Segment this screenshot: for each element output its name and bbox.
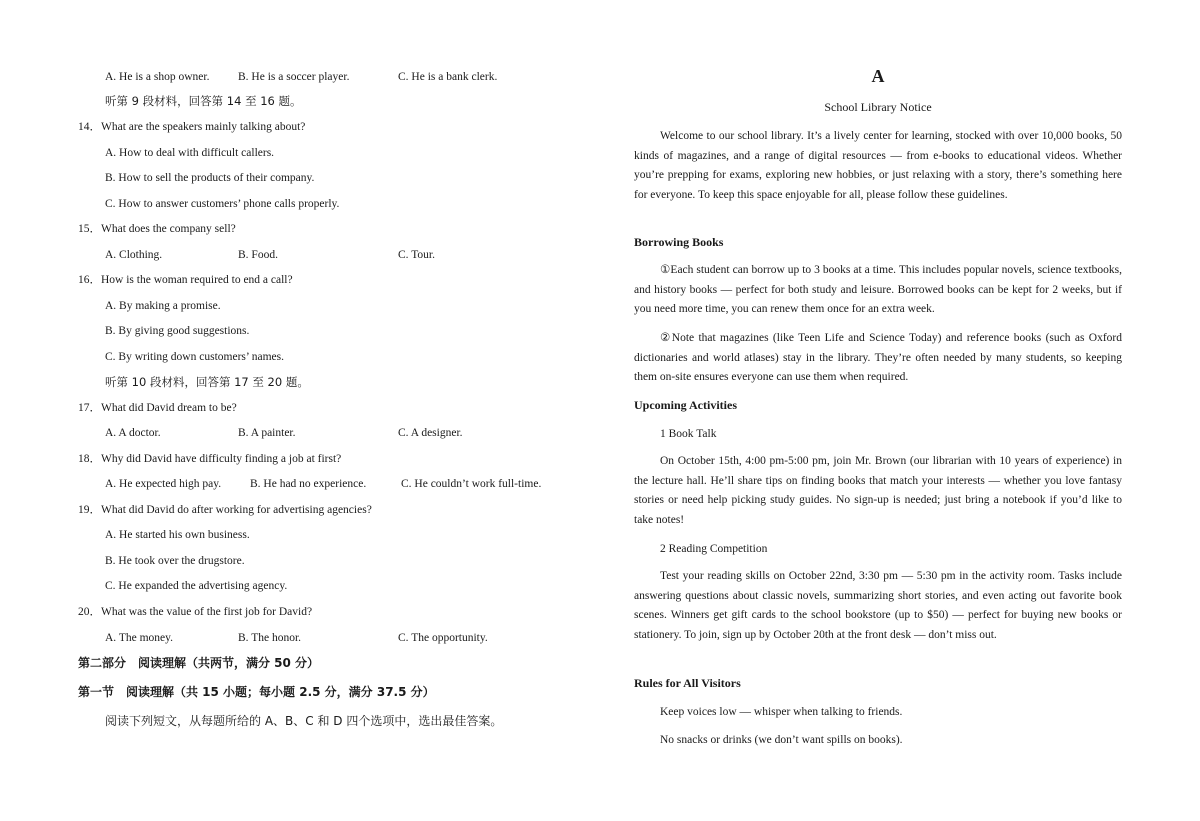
option-c: C. He couldn’t work full-time.: [401, 478, 542, 490]
option-b: B. He had no experience.: [250, 478, 367, 490]
activity-1-title: 1 Book Talk: [660, 428, 717, 440]
activity-2-title: 2 Reading Competition: [660, 543, 768, 555]
activities-heading: Upcoming Activities: [634, 398, 737, 412]
rule-2: No snacks or drinks (we don’t want spills on books).: [660, 734, 903, 746]
option-c: C. Tour.: [398, 249, 436, 261]
question-15: 15．What does the company sell?: [78, 223, 236, 235]
option-a: A. He is a shop owner.: [105, 71, 210, 83]
option-b: B. The honor.: [238, 632, 302, 644]
q14-option-c: C. How to answer customers’ phone calls properly.: [105, 198, 340, 210]
option-c: C. He is a bank clerk.: [398, 71, 498, 83]
question-16: 16．How is the woman required to end a call?: [78, 274, 293, 286]
question-14: 14．What are the speakers mainly talking about?: [78, 121, 306, 133]
passage-title: School Library Notice: [824, 100, 932, 114]
reading-instruction: 阅读下列短文，从每题所给的 A、B、C 和 D 四个选项中，选出最佳答案。: [105, 714, 503, 728]
option-a: A. He expected high pay.: [105, 478, 222, 490]
q16-option-c: C. By writing down customers’ names.: [105, 351, 284, 363]
q16-option-a: A. By making a promise.: [105, 300, 221, 312]
q14-option-b: B. How to sell the products of their company.: [105, 172, 315, 184]
question-18: 18．Why did David have difficulty finding a job at first?: [78, 453, 342, 465]
q16-option-b: B. By giving good suggestions.: [105, 325, 250, 337]
question-19: 19．What did David do after working for advertising agencies?: [78, 504, 372, 516]
question-17: 17．What did David dream to be?: [78, 402, 237, 414]
option-b: B. A painter.: [238, 427, 296, 439]
activity-2-text: Test your reading skills on October 22nd, 3:30 pm — 5:30 pm in the activity room. Tasks include answering questions about classic novels, summarizing short stories, and even acting out favorite book scenes. Winners get gift cards to the school bookstore (up to $50) — perfect for buying new books or stationery. To join, sign up by October 20th at the front desk — don’t miss out.: [634, 570, 1122, 641]
rules-heading: Rules for All Visitors: [634, 676, 741, 690]
option-c: C. A designer.: [398, 427, 463, 439]
intro-paragraph: Welcome to our school library. It’s a lively center for learning, stocked with over 10,000 books, 50 kinds of magazines, and a range of digital resources — from e-books to educational videos. Whether you’re prepping for exams, exploring new hobbies, or just relaxing with a story, there’s something here for everyone. To keep this space enjoyable for all, please follow these guidelines.: [634, 130, 1122, 201]
option-b: B. He is a soccer player.: [238, 71, 350, 83]
borrowing-heading: Borrowing Books: [634, 235, 724, 249]
q19-option-c: C. He expanded the advertising agency.: [105, 580, 288, 592]
option-a: A. The money.: [105, 632, 174, 644]
option-a: A. A doctor.: [105, 427, 161, 439]
part-2-heading: 第二部分 阅读理解（共两节，满分 50 分）: [78, 656, 320, 670]
q14-option-a: A. How to deal with difficult callers.: [105, 147, 275, 159]
section-10-instruction: 听第 10 段材料，回答第 17 至 20 题。: [105, 375, 309, 389]
borrowing-rule-2: ②Note that magazines (like Teen Life and Science Today) and reference books (such as Oxford dictionaries and world atlases) stay in the library. They’re often needed by many students, so keeping them on-site ensures everyone can use them when required.: [634, 332, 1122, 384]
q19-option-a: A. He started his own business.: [105, 529, 250, 541]
option-a: A. Clothing.: [105, 249, 163, 261]
question-20: 20．What was the value of the first job for David?: [78, 606, 313, 618]
section-1-heading: 第一节 阅读理解（共 15 小题；每小题 2.5 分，满分 37.5 分）: [78, 685, 435, 699]
activity-1-text: On October 15th, 4:00 pm-5:00 pm, join Mr. Brown (our librarian with 10 years of experience) in the lecture hall. He’ll share tips on finding books that match your interests — whether you love fantasy stories or need help picking study guides. No sign-up is needed; just bring a notebook if you’d like to take notes!: [634, 455, 1122, 526]
option-c: C. The opportunity.: [398, 632, 488, 644]
passage-letter: A: [871, 66, 885, 86]
borrowing-rule-1: ①Each student can borrow up to 3 books at a time. This includes popular novels, science textbooks, and history books — perfect for both study and leisure. Borrowed books can be kept for 2 weeks, but if you need more time, you can renew them once for an extra week.: [634, 264, 1122, 316]
option-b: B. Food.: [238, 249, 278, 261]
section-9-instruction: 听第 9 段材料，回答第 14 至 16 题。: [105, 94, 302, 108]
rule-1: Keep voices low — whisper when talking to friends.: [660, 706, 903, 718]
q19-option-b: B. He took over the drugstore.: [105, 555, 245, 567]
